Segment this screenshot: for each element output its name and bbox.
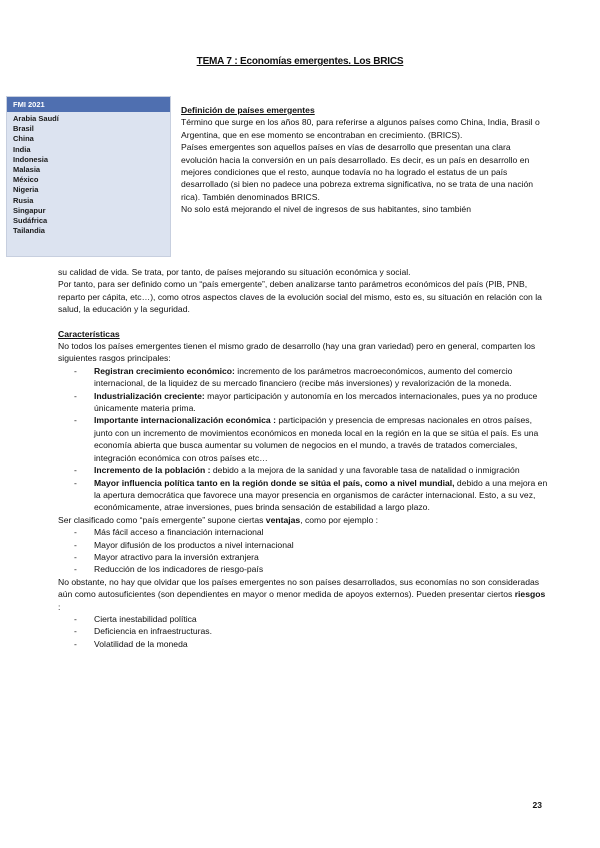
- list-item: [58, 414, 548, 464]
- country-item: Rusia: [13, 195, 34, 205]
- item-text: debido a la mejora de la sanidad y una favorable tasa de natalidad o inmigración: [210, 465, 520, 476]
- list-item: [58, 464, 548, 476]
- list-item: - Mayor difusión de los productos a nivel internacional: [58, 539, 548, 551]
- country-item: China: [13, 134, 34, 144]
- item-text: mayor participación y autonomía en los mercados internacionales, pues ya no produce únicamente materia prima.: [94, 390, 538, 414]
- body-section: [58, 266, 548, 650]
- country-item: Tailandia: [13, 226, 45, 236]
- item-bold: Importante internacionalización económica :: [94, 415, 276, 426]
- list-item: - Volatilidad de la moneda: [58, 638, 548, 650]
- list-item: [58, 477, 548, 514]
- list-item: - Reducción de los indicadores de riesgo-país: [58, 563, 548, 575]
- body-paragraph: su calidad de vida. Se trata, por tanto, de países mejorando su situación económica y social.: [58, 267, 411, 277]
- item-text: debido a una mejora en la apertura democrática que favorece una mayor presencia en organismos de carácter internacional. Esto, a su vez, económicamente, atrae inversiones, pues brinda sensación de estabilidad a largo plazo.: [94, 477, 548, 513]
- definition-heading: Definición de países emergentes: [181, 105, 315, 115]
- advantages-intro: [58, 514, 548, 526]
- fmi-sidebox: [6, 96, 171, 257]
- definition-paragraph: Término que surge en los años 80, para referirse a algunos países como China, India, Brasil o Argentina, que en ese momento se encontraban en crecimiento. (BRICS).: [181, 117, 540, 140]
- country-list: [7, 112, 170, 238]
- risks-intro-end: :: [58, 601, 61, 612]
- item-bold: Industrialización creciente:: [94, 390, 205, 401]
- advantages-intro-start: Ser clasificado como “país emergente” supone ciertas: [58, 514, 266, 525]
- country-item: Indonesia: [13, 154, 49, 164]
- page-title: TEMA 7 : Economías emergentes. Los BRICS: [196, 56, 404, 67]
- country-item: Nigeria: [13, 185, 39, 195]
- risks-intro-bold: riesgos: [514, 589, 546, 600]
- list-item: [58, 365, 548, 390]
- country-item: India: [13, 144, 31, 154]
- risks-intro: [58, 576, 548, 613]
- country-item: Arabia Saudí: [13, 114, 59, 123]
- country-item: Singapur: [13, 205, 46, 215]
- definition-paragraph: No solo está mejorando el nivel de ingresos de sus habitantes, sino también: [181, 204, 471, 215]
- risks-intro-start: No obstante, no hay que olvidar que los países emergentes no son países desarrollados, sus economías no son consideradas aún como autosuficientes (son dependientes en mayor o menor medida de apoyos externos). Pueden presentar ciertos: [58, 576, 540, 600]
- item-bold: Incremento de la población :: [94, 465, 211, 476]
- list-item: - Mayor atractivo para la inversión extranjera: [58, 551, 548, 563]
- country-item: Sudáfrica: [13, 216, 48, 226]
- country-item: México: [13, 175, 39, 185]
- advantages-list: [58, 526, 548, 576]
- features-intro: No todos los países emergentes tienen el mismo grado de desarrollo (hay una gran variedad) pero en general, comparten los siguientes rasgos principales:: [58, 341, 536, 364]
- item-bold: Mayor influencia política tanto en la región donde se sitúa el país, como a nivel mundial,: [94, 477, 455, 488]
- features-heading: Características: [58, 328, 120, 339]
- country-item: Brasil: [13, 124, 34, 134]
- page-number: 23: [532, 800, 542, 810]
- list-item: - Más fácil acceso a financiación internacional: [58, 526, 548, 538]
- risks-list: [58, 613, 548, 650]
- features-list: [58, 365, 548, 514]
- advantages-intro-bold: ventajas: [265, 514, 301, 525]
- item-bold: Registran crecimiento económico:: [94, 365, 235, 376]
- item-text: participación y presencia de empresas nacionales en otros países, junto con un incremento de movimientos económicos en moneda local en la región en la que se sitúa el país. Es una economía abierta que busca aumentar su volumen de negocios en el mundo, a través de tratados comerciales, integración económica con otros países etc…: [94, 415, 539, 463]
- list-item: [58, 390, 548, 415]
- list-item: - Cierta inestabilidad política: [58, 613, 548, 625]
- advantages-intro-end: , como por ejemplo :: [300, 514, 379, 525]
- item-text: incremento de los parámetros macroeconómicos, aumento del comercio internacional, de la liquidez de su mercado financiero (recibe más inversiones) y revalorización de la moneda.: [94, 365, 513, 389]
- country-item: Malasia: [13, 165, 41, 175]
- definition-paragraph: Países emergentes son aquellos países en vías de desarrollo que presentan una clara evolución hacia la conversión en un país desarrollado. Es decir, es un país en desarrollo en mejores condiciones que el resto, aunque todavía no ha logrado el estatus de un país desarrollado (si bien no padece una pobreza extrema significativa, no se trata de una nación rica). También denominados BRICS.: [181, 142, 534, 202]
- definition-section: [181, 104, 546, 216]
- body-paragraph: Por tanto, para ser definido como un “país emergente”, deben analizarse tanto parámetros económicos del país (PIB, PNB, reparto per cápita, etc…), como otros aspectos claves de la evolución social del mismo, esto es, su situación en relación con la salud, la educación y la seguridad.: [58, 279, 542, 315]
- list-item: - Deficiencia en infraestructuras.: [58, 625, 548, 637]
- sidebox-heading: FMI 2021: [7, 97, 170, 112]
